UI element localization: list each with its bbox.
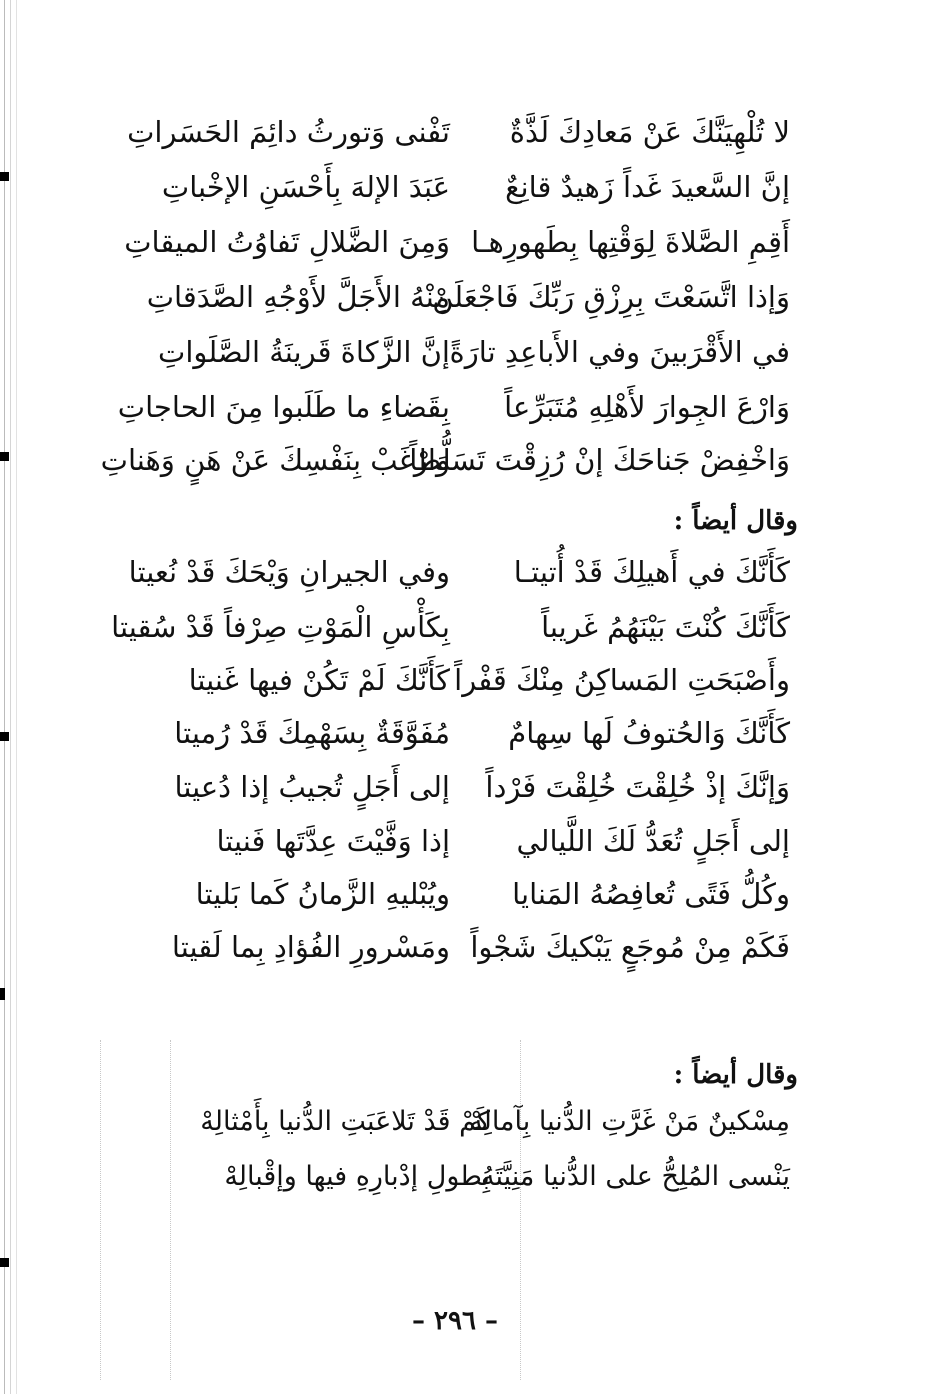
- page-number: – ٢٩٦ –: [411, 1306, 499, 1336]
- verse-second-hemistich: كَمْ قَدْ تَلاعَبَتِ الدُّنيا بِأَمْثالِهْ: [200, 1106, 490, 1137]
- scan-edge-mark: [0, 988, 5, 1000]
- scan-edge-line: [4, 0, 5, 1394]
- scan-edge-line: [16, 0, 17, 1394]
- verse-first-hemistich: في الأَقْرَبينَ وفي الأَباعِدِ تارَةً: [449, 335, 790, 369]
- scan-dotted-line: [170, 1040, 171, 1380]
- verse-first-hemistich: وَإنَّكَ إذْ خُلِقْتَ خُلِقْتَ فَرْداً: [485, 770, 790, 804]
- scan-edge-mark: [0, 452, 9, 461]
- verse-second-hemistich: إلى أَجَلٍ تُجيبُ إذا دُعيتا: [174, 770, 450, 804]
- verse-first-hemistich: يَنْسى المُلِحُّ على الدُّنيا مَنِيَّتَهُ: [480, 1161, 790, 1192]
- verse-first-hemistich: إنَّ السَّعيدَ غَداً زَهيدٌ قانِعٌ: [505, 170, 790, 204]
- scan-dotted-line: [100, 1040, 101, 1380]
- verse-second-hemistich: بِقَضاءِ ما طَلَبوا مِنَ الحاجاتِ: [117, 390, 450, 424]
- verse-first-hemistich: وأَصْبَحَتِ المَساكِنُ مِنْكَ قَفْراً: [454, 663, 790, 697]
- verse-second-hemistich: إذا وَفَّيْتَ عِدَّتَها فَنيتا: [216, 824, 450, 858]
- scan-edge-line: [10, 0, 11, 1394]
- verse-second-hemistich: ومَسْرورِ الفُؤادِ بِما لَقيتا: [171, 930, 450, 964]
- verse-first-hemistich: فَكَمْ مِنْ مُوجَعٍ يَبْكيكَ شَجْواً: [470, 930, 790, 964]
- verse-first-hemistich: وكُلُّ فَتًى تُعافِصُهُ المَنايا: [512, 877, 790, 911]
- verse-second-hemistich: كَأَنَّكَ لَمْ تَكُنْ فيها غَنيتا: [188, 663, 450, 697]
- verse-first-hemistich: كَأَنَّكَ في أَهيلِكَ قَدْ أُتيتـا: [513, 555, 790, 589]
- verse-first-hemistich: أَقِمِ الصَّلاةَ لِوَقْتِها بِطَهورِهـا: [471, 225, 790, 259]
- scan-dotted-line: [520, 1040, 521, 1380]
- verse-second-hemistich: إنَّ الزَّكاةَ قَرينَةُ الصَّلَواتِ: [158, 335, 450, 369]
- verse-second-hemistich: وفي الجيرانِ وَيْحَكَ قَدْ نُعيتا: [128, 555, 450, 589]
- verse-second-hemistich: وَمِنَ الضَّلالِ تَفاوُتُ الميقاتِ: [124, 225, 450, 259]
- verse-second-hemistich: عَبَدَ الإلهَ بِأَحْسَنِ الإخْباتِ: [161, 170, 450, 204]
- verse-first-hemistich: إلى أَجَلٍ تُعَدُّ لَكَ اللَّيالي: [516, 824, 790, 858]
- verse-second-hemistich: مُفَوَّقَةٌ بِسَهْمِكَ قَدْ رُميتا: [174, 716, 450, 750]
- section-heading: وقال أيضاً :: [673, 1060, 798, 1090]
- scan-edge-mark: [0, 172, 9, 181]
- verse-first-hemistich: وَاخْفِضْ جَناحَكَ إنْ رُزِقْتَ تَسَلُّطاً: [409, 443, 790, 477]
- verse-first-hemistich: وَارْعَ الجِوارَ لأَهْلِهِ مُتَبَرِّعاً: [504, 390, 790, 424]
- verse-second-hemistich: وَارْغَبْ بِنَفْسِكَ عَنْ هَنٍ وَهَناتِ: [100, 443, 450, 477]
- verse-first-hemistich: مِسْكينٌ مَنْ غَرَّتِ الدُّنيا بِآمالِهْ: [469, 1106, 790, 1137]
- verse-second-hemistich: ويُبْليهِ الزَّمانُ كَما بَليتا: [195, 877, 450, 911]
- verse-first-hemistich: لا تُلْهِيَنَّكَ عَنْ مَعادِكَ لَذَّةٌ: [509, 115, 790, 149]
- verse-first-hemistich: وَإذا اتَّسَعْتَ بِرِزْقِ رَبِّكَ فَاجْعَلَنْ: [432, 280, 790, 314]
- verse-first-hemistich: كَأَنَّكَ وَالحُتوفُ لَها سِهامٌ: [508, 716, 790, 750]
- verse-second-hemistich: بِطولِ إدْبارِهِ فيها وإقْبالِهْ: [224, 1161, 490, 1192]
- scan-edge-mark: [0, 1258, 9, 1267]
- verse-first-hemistich: كَأَنَّكَ كُنْتَ بَيْنَهُمُ غَريباً: [541, 610, 790, 644]
- scan-edge-mark: [0, 732, 9, 741]
- verse-second-hemistich: بِكَأْسِ الْمَوْتِ صِرْفاً قَدْ سُقيتا: [111, 610, 450, 644]
- section-heading: وقال أيضاً :: [673, 506, 798, 536]
- verse-second-hemistich: تَفْنى وَتورثُ دائِمَ الحَسَراتِ: [127, 115, 450, 149]
- verse-second-hemistich: مِنْهُ الأَجَلَّ لأَوْجُهِ الصَّدَقاتِ: [146, 280, 450, 314]
